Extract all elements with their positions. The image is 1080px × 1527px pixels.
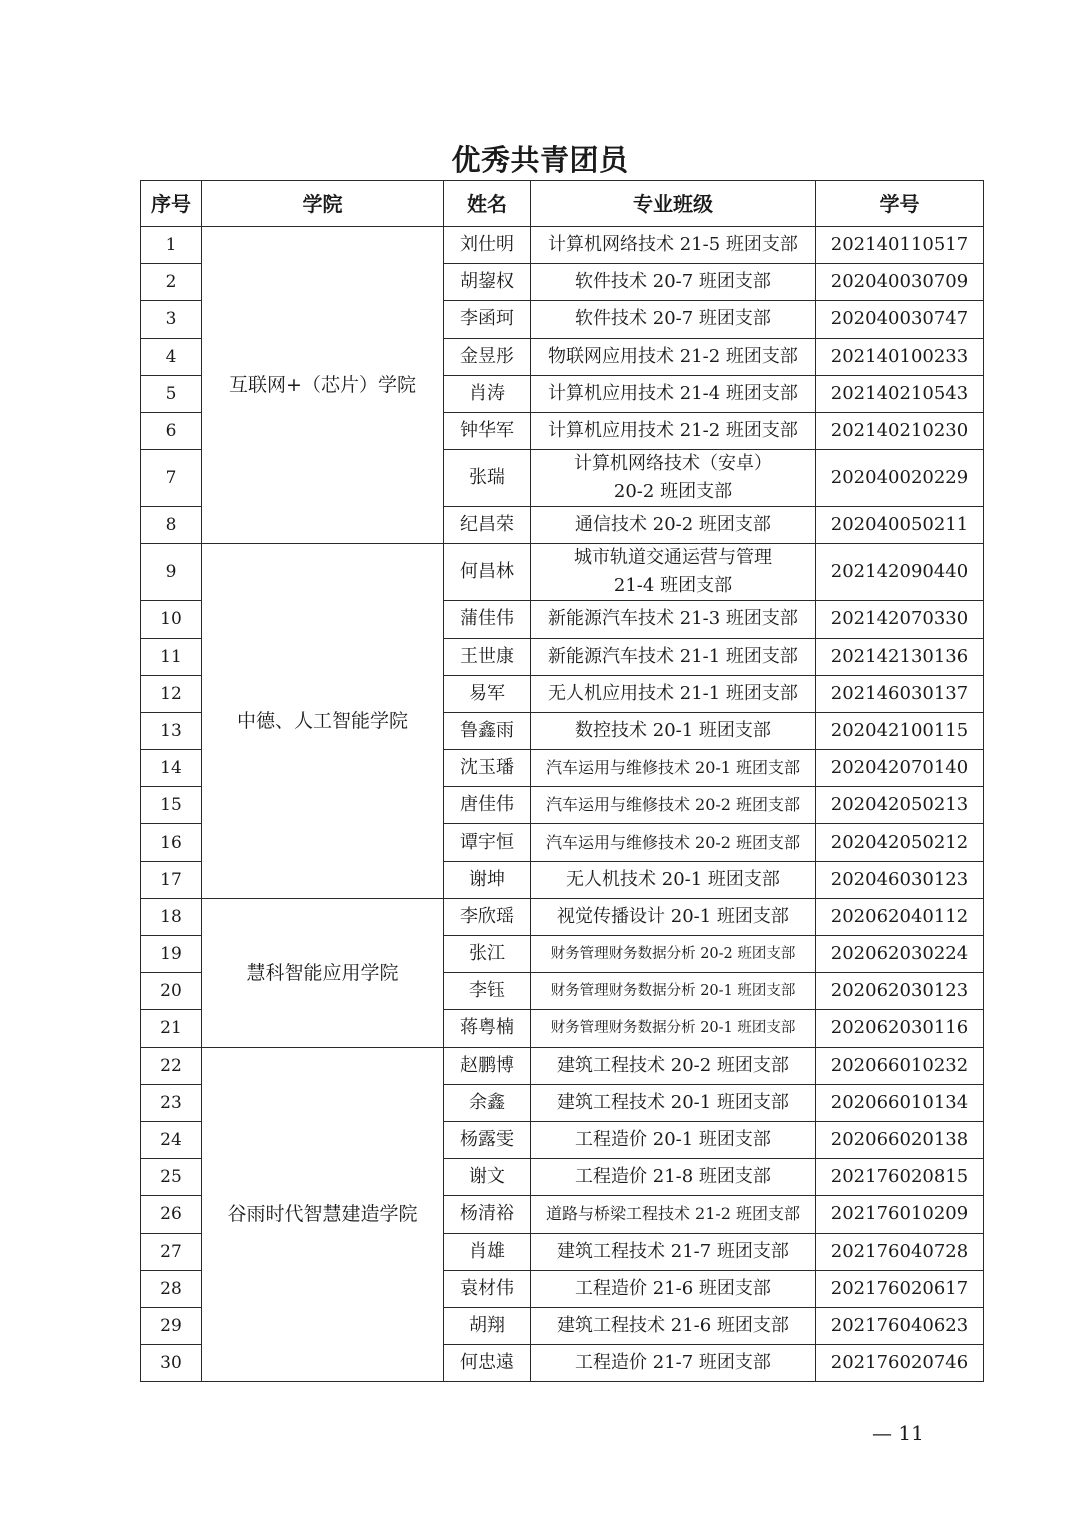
- student-id-cell: 202140110517: [816, 227, 984, 264]
- page-title: 优秀共青团员: [451, 143, 629, 177]
- student-id-cell: 202062040112: [816, 898, 984, 935]
- page-number: — 11: [872, 1421, 924, 1445]
- name-cell: 李函珂: [444, 301, 531, 338]
- row-index-cell: 3: [141, 301, 202, 338]
- class-cell: 计算机应用技术 21-2 班团支部: [531, 412, 816, 449]
- row-index-cell: 30: [141, 1345, 202, 1382]
- name-cell: 何昌林: [444, 544, 531, 601]
- student-id-cell: 202042050212: [816, 824, 984, 861]
- row-index-cell: 14: [141, 750, 202, 787]
- college-cell: 慧科智能应用学院: [202, 898, 444, 1047]
- student-id-cell: 202176040623: [816, 1307, 984, 1344]
- name-cell: 肖雄: [444, 1233, 531, 1270]
- student-id-cell: 202142090440: [816, 544, 984, 601]
- name-cell: 杨清裕: [444, 1196, 531, 1233]
- row-index-cell: 20: [141, 973, 202, 1010]
- student-id-cell: 202066020138: [816, 1121, 984, 1158]
- name-cell: 纪昌荣: [444, 507, 531, 544]
- name-cell: 胡鋆权: [444, 264, 531, 301]
- class-cell: 建筑工程技术 21-7 班团支部: [531, 1233, 816, 1270]
- class-cell: 建筑工程技术 20-2 班团支部: [531, 1047, 816, 1084]
- name-cell: 易军: [444, 675, 531, 712]
- student-id-cell: 202176010209: [816, 1196, 984, 1233]
- row-index-cell: 29: [141, 1307, 202, 1344]
- class-cell: 财务管理财务数据分析 20-1 班团支部: [531, 1010, 816, 1047]
- name-cell: 李欣瑶: [444, 898, 531, 935]
- row-index-cell: 13: [141, 712, 202, 749]
- class-cell: 视觉传播设计 20-1 班团支部: [531, 898, 816, 935]
- row-index-cell: 5: [141, 375, 202, 412]
- student-id-cell: 202040030747: [816, 301, 984, 338]
- class-cell: 无人机技术 20-1 班团支部: [531, 861, 816, 898]
- row-index-cell: 21: [141, 1010, 202, 1047]
- name-cell: 鲁鑫雨: [444, 712, 531, 749]
- row-index-cell: 8: [141, 507, 202, 544]
- class-cell: 财务管理财务数据分析 20-1 班团支部: [531, 973, 816, 1010]
- name-cell: 余鑫: [444, 1084, 531, 1121]
- class-cell: 工程造价 21-7 班团支部: [531, 1345, 816, 1382]
- name-cell: 谭宇恒: [444, 824, 531, 861]
- class-cell: 建筑工程技术 21-6 班团支部: [531, 1307, 816, 1344]
- class-cell: 工程造价 21-8 班团支部: [531, 1159, 816, 1196]
- student-id-cell: 202066010232: [816, 1047, 984, 1084]
- student-id-cell: 202040020229: [816, 450, 984, 507]
- name-cell: 蒲佳伟: [444, 601, 531, 638]
- header-row: [141, 181, 984, 227]
- row-index-cell: 27: [141, 1233, 202, 1270]
- row-index-cell: 11: [141, 638, 202, 675]
- student-id-cell: 202066010134: [816, 1084, 984, 1121]
- row-index-cell: 12: [141, 675, 202, 712]
- row-index-cell: 4: [141, 338, 202, 375]
- class-cell: 物联网应用技术 21-2 班团支部: [531, 338, 816, 375]
- student-id-cell: 202176020815: [816, 1159, 984, 1196]
- column-header-name: 姓名: [444, 181, 531, 227]
- class-cell: 计算机应用技术 21-4 班团支部: [531, 375, 816, 412]
- student-id-cell: 202040030709: [816, 264, 984, 301]
- row-index-cell: 15: [141, 787, 202, 824]
- name-cell: 唐佳伟: [444, 787, 531, 824]
- student-id-cell: 202176020617: [816, 1270, 984, 1307]
- student-id-cell: 202046030123: [816, 861, 984, 898]
- row-index-cell: 7: [141, 450, 202, 507]
- name-cell: 杨露雯: [444, 1121, 531, 1158]
- student-id-cell: 202062030116: [816, 1010, 984, 1047]
- class-cell: 汽车运用与维修技术 20-2 班团支部: [531, 824, 816, 861]
- college-cell: 谷雨时代智慧建造学院: [202, 1047, 444, 1382]
- name-cell: 肖涛: [444, 375, 531, 412]
- name-cell: 王世康: [444, 638, 531, 675]
- student-id-cell: 202142070330: [816, 601, 984, 638]
- row-index-cell: 24: [141, 1121, 202, 1158]
- name-cell: 李钰: [444, 973, 531, 1010]
- student-id-cell: 202042100115: [816, 712, 984, 749]
- table-row: [141, 1047, 984, 1084]
- column-header-student-id: 学号: [816, 181, 984, 227]
- row-index-cell: 19: [141, 936, 202, 973]
- class-cell: 财务管理财务数据分析 20-2 班团支部: [531, 936, 816, 973]
- table-body: [141, 227, 984, 1382]
- name-cell: 胡翔: [444, 1307, 531, 1344]
- name-cell: 赵鹏博: [444, 1047, 531, 1084]
- class-cell: 新能源汽车技术 21-3 班团支部: [531, 601, 816, 638]
- row-index-cell: 22: [141, 1047, 202, 1084]
- row-index-cell: 2: [141, 264, 202, 301]
- class-cell: 汽车运用与维修技术 20-2 班团支部: [531, 787, 816, 824]
- class-cell: 新能源汽车技术 21-1 班团支部: [531, 638, 816, 675]
- row-index-cell: 16: [141, 824, 202, 861]
- student-id-cell: 202042070140: [816, 750, 984, 787]
- row-index-cell: 9: [141, 544, 202, 601]
- name-cell: 钟华军: [444, 412, 531, 449]
- class-cell: 工程造价 20-1 班团支部: [531, 1121, 816, 1158]
- table-row: [141, 227, 984, 264]
- table-row: [141, 544, 984, 601]
- name-cell: 何忠遠: [444, 1345, 531, 1382]
- row-index-cell: 6: [141, 412, 202, 449]
- class-cell: 计算机网络技术（安卓） 20-2 班团支部: [531, 450, 816, 507]
- class-cell: 无人机应用技术 21-1 班团支部: [531, 675, 816, 712]
- class-cell: 数控技术 20-1 班团支部: [531, 712, 816, 749]
- student-id-cell: 202140210230: [816, 412, 984, 449]
- table-header: [141, 181, 984, 227]
- column-header-class: 专业班级: [531, 181, 816, 227]
- name-cell: 金昱彤: [444, 338, 531, 375]
- class-cell: 计算机网络技术 21-5 班团支部: [531, 227, 816, 264]
- class-cell: 建筑工程技术 20-1 班团支部: [531, 1084, 816, 1121]
- row-index-cell: 18: [141, 898, 202, 935]
- class-cell: 道路与桥梁工程技术 21-2 班团支部: [531, 1196, 816, 1233]
- name-cell: 蒋粤楠: [444, 1010, 531, 1047]
- student-id-cell: 202176020746: [816, 1345, 984, 1382]
- student-id-cell: 202042050213: [816, 787, 984, 824]
- student-id-cell: 202062030123: [816, 973, 984, 1010]
- roster-table: [140, 180, 984, 1382]
- student-id-cell: 202142130136: [816, 638, 984, 675]
- name-cell: 张瑞: [444, 450, 531, 507]
- column-header-college: 学院: [202, 181, 444, 227]
- class-cell: 汽车运用与维修技术 20-1 班团支部: [531, 750, 816, 787]
- name-cell: 谢文: [444, 1159, 531, 1196]
- row-index-cell: 17: [141, 861, 202, 898]
- student-id-cell: 202140100233: [816, 338, 984, 375]
- row-index-cell: 23: [141, 1084, 202, 1121]
- column-header-index: 序号: [141, 181, 202, 227]
- student-id-cell: 202062030224: [816, 936, 984, 973]
- name-cell: 沈玉璠: [444, 750, 531, 787]
- class-cell: 软件技术 20-7 班团支部: [531, 264, 816, 301]
- class-cell: 工程造价 21-6 班团支部: [531, 1270, 816, 1307]
- class-cell: 城市轨道交通运营与管理 21-4 班团支部: [531, 544, 816, 601]
- name-cell: 袁材伟: [444, 1270, 531, 1307]
- class-cell: 软件技术 20-7 班团支部: [531, 301, 816, 338]
- college-cell: 互联网+（芯片）学院: [202, 227, 444, 544]
- student-id-cell: 202146030137: [816, 675, 984, 712]
- row-index-cell: 26: [141, 1196, 202, 1233]
- row-index-cell: 25: [141, 1159, 202, 1196]
- college-cell: 中德、人工智能学院: [202, 544, 444, 899]
- row-index-cell: 10: [141, 601, 202, 638]
- student-id-cell: 202176040728: [816, 1233, 984, 1270]
- name-cell: 谢坤: [444, 861, 531, 898]
- table-row: [141, 898, 984, 935]
- name-cell: 张江: [444, 936, 531, 973]
- student-id-cell: 202140210543: [816, 375, 984, 412]
- row-index-cell: 28: [141, 1270, 202, 1307]
- row-index-cell: 1: [141, 227, 202, 264]
- name-cell: 刘仕明: [444, 227, 531, 264]
- class-cell: 通信技术 20-2 班团支部: [531, 507, 816, 544]
- student-id-cell: 202040050211: [816, 507, 984, 544]
